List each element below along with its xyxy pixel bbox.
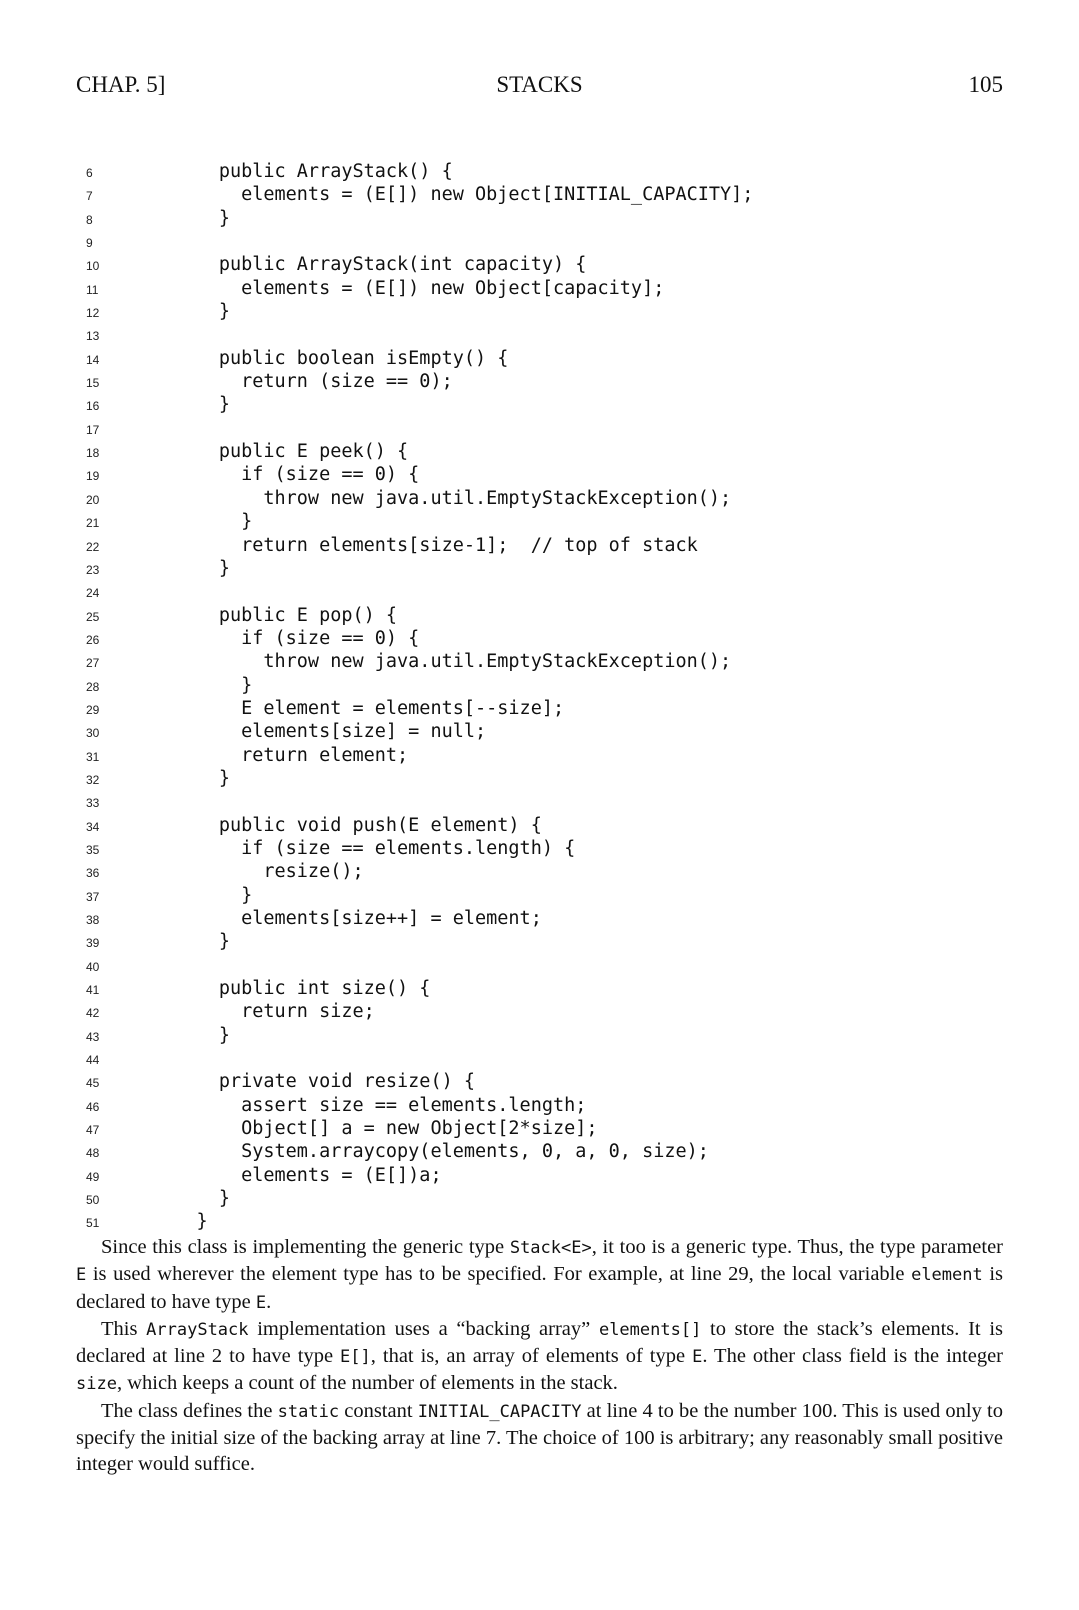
code-line <box>0 580 1079 603</box>
code-line <box>0 1000 1079 1023</box>
line-number: 49 <box>86 1169 100 1184</box>
text-run: , which keeps a count of the number of elements in the stack. <box>116 1372 618 1395</box>
line-number: 27 <box>86 656 100 671</box>
line-number: 38 <box>86 913 100 927</box>
line-number: 31 <box>86 749 100 764</box>
code-text: public E peek() { <box>152 441 409 463</box>
code-text: elements[size++] = element; <box>152 908 542 929</box>
body-text <box>76 1234 1003 1478</box>
code-line <box>0 393 1079 416</box>
code-line <box>0 1024 1079 1047</box>
line-number: 10 <box>86 259 100 274</box>
code-text: public void push(E element) { <box>152 814 542 836</box>
code-line <box>0 300 1079 323</box>
inline-code: E <box>255 1292 267 1313</box>
code-text: } <box>152 1024 230 1046</box>
code-text: public ArrayStack() { <box>152 161 453 182</box>
line-number: 35 <box>86 842 100 857</box>
code-text: throw new java.util.EmptyStackException(); <box>152 651 732 673</box>
code-line <box>0 440 1079 463</box>
code-text: public E pop() { <box>152 604 398 626</box>
line-number: 41 <box>86 983 100 998</box>
code-text: } <box>152 301 230 323</box>
text-run: Since this class is implementing the generic type <box>101 1236 510 1258</box>
line-number: 26 <box>86 632 100 647</box>
code-text: private void resize() { <box>152 1071 476 1093</box>
page-title: STACKS <box>496 72 583 97</box>
code-text: } <box>152 1188 230 1210</box>
code-line <box>0 323 1079 346</box>
code-text: public ArrayStack(int capacity) { <box>152 254 587 276</box>
line-number: 44 <box>86 1053 100 1068</box>
line-number: 12 <box>86 306 100 321</box>
code-text: public int size() { <box>152 978 431 1000</box>
code-text: } <box>152 674 253 696</box>
text-run: at line 4 to be the number 100. This is used only to specify the initial size of the backing array at line 7. The choice of 100 is arbitrary; any reasonably small positive integer would suffice. <box>76 1399 1003 1476</box>
code-text: } <box>152 1211 208 1233</box>
code-text: } <box>152 207 230 229</box>
line-number: 9 <box>86 236 93 251</box>
code-text: if (size == elements.length) { <box>152 837 576 859</box>
line-number: 28 <box>86 679 100 694</box>
text-run: , that is, an array of elements of type <box>370 1345 693 1368</box>
line-number: 51 <box>86 1216 100 1231</box>
code-line <box>0 463 1079 486</box>
text-run: implementation uses a “backing array” <box>248 1317 599 1340</box>
line-number: 50 <box>86 1193 100 1208</box>
text-run: The class defines the <box>101 1399 278 1422</box>
text-run: constant <box>339 1399 418 1422</box>
code-line <box>0 534 1079 557</box>
code-text: public boolean isEmpty() { <box>152 347 509 369</box>
line-number: 24 <box>86 586 100 601</box>
line-number: 36 <box>86 866 100 881</box>
code-line <box>0 977 1079 1000</box>
code-text: return size; <box>152 1001 375 1023</box>
text-run: This <box>101 1317 147 1340</box>
line-number: 6 <box>86 166 93 180</box>
line-number: 14 <box>86 352 100 367</box>
inline-code: element <box>911 1265 983 1286</box>
code-line <box>0 277 1079 300</box>
chapter-label: CHAP. 5] <box>76 72 166 97</box>
code-text: elements[size] = null; <box>152 721 487 743</box>
code-text: return elements[size-1]; // top of stack <box>152 534 698 556</box>
code-text: throw new java.util.EmptyStackException(); <box>152 487 732 509</box>
code-line <box>0 370 1079 393</box>
code-line <box>0 1164 1079 1187</box>
code-text: } <box>152 931 230 953</box>
inline-code: ArrayStack <box>146 1319 249 1340</box>
code-text: } <box>152 511 253 533</box>
code-line <box>0 674 1079 697</box>
inline-code: static <box>277 1401 340 1422</box>
code-line <box>0 347 1079 370</box>
line-number: 45 <box>86 1076 100 1091</box>
paragraph <box>76 1234 1003 1316</box>
code-text: if (size == 0) { <box>152 627 420 649</box>
line-number: 40 <box>86 959 100 974</box>
line-number: 39 <box>86 936 100 951</box>
text-run: is declared to have type <box>76 1263 1004 1313</box>
code-line <box>0 790 1079 813</box>
text-run: , it too is a generic type. Thus, the type parameter <box>591 1236 1003 1258</box>
code-text: return element; <box>152 744 409 766</box>
code-text: System.arraycopy(elements, 0, a, 0, size); <box>152 1141 709 1163</box>
code-text: } <box>152 767 230 789</box>
line-number: 33 <box>86 796 100 811</box>
inline-code: size <box>76 1374 117 1395</box>
line-number: 15 <box>86 376 100 391</box>
code-text: assert size == elements.length; <box>152 1094 587 1116</box>
code-line <box>0 487 1079 510</box>
line-number: 25 <box>86 609 100 624</box>
page-number: 105 <box>968 72 1003 97</box>
text-run: is used wherever the element type has to be specified. For example, at line 29, the local variable <box>86 1263 912 1286</box>
code-text: } <box>152 884 253 906</box>
code-text: elements = (E[]) new Object[capacity]; <box>152 277 665 299</box>
code-line <box>0 604 1079 627</box>
code-line <box>0 253 1079 276</box>
line-number: 29 <box>86 702 100 717</box>
code-line <box>0 183 1079 206</box>
inline-code: E <box>76 1265 87 1286</box>
line-number: 32 <box>86 772 100 787</box>
line-number: 48 <box>86 1146 100 1161</box>
line-number: 16 <box>86 399 100 414</box>
code-text: elements = (E[]) new Object[INITIAL_CAPACITY]; <box>152 184 754 206</box>
code-line <box>0 1140 1079 1163</box>
code-line <box>0 697 1079 720</box>
line-number: 22 <box>86 539 100 554</box>
code-line <box>0 1094 1079 1117</box>
code-listing <box>0 160 1079 1234</box>
inline-code: elements[] <box>598 1319 702 1340</box>
code-text: if (size == 0) { <box>152 464 420 486</box>
code-line <box>0 860 1079 883</box>
text-run: . <box>266 1290 272 1313</box>
line-number: 17 <box>86 422 100 437</box>
line-number: 43 <box>86 1029 100 1044</box>
code-line <box>0 720 1079 743</box>
line-number: 13 <box>86 329 100 344</box>
line-number: 34 <box>86 819 100 834</box>
line-number: 18 <box>86 446 100 461</box>
code-text: elements = (E[])a; <box>152 1164 442 1186</box>
code-line <box>0 1210 1079 1233</box>
line-number: 47 <box>86 1123 100 1138</box>
text-run: . The other class field is the integer <box>702 1345 1004 1368</box>
code-text: resize(); <box>152 861 364 883</box>
code-line <box>0 160 1079 183</box>
code-line <box>0 207 1079 230</box>
line-number: 42 <box>86 1006 100 1021</box>
code-line <box>0 954 1079 977</box>
code-text: return (size == 0); <box>152 371 453 393</box>
line-number: 37 <box>86 889 100 904</box>
code-line <box>0 1187 1079 1210</box>
code-text: Object[] a = new Object[2*size]; <box>152 1118 598 1140</box>
code-line <box>0 627 1079 650</box>
line-number: 8 <box>86 212 93 227</box>
code-line <box>0 907 1079 930</box>
line-number: 46 <box>86 1099 100 1114</box>
code-line <box>0 230 1079 253</box>
code-line <box>0 1117 1079 1140</box>
code-text: } <box>152 557 230 579</box>
code-line <box>0 884 1079 907</box>
inline-code: E[] <box>340 1347 371 1368</box>
paragraph <box>76 1398 1003 1478</box>
code-line <box>0 557 1079 580</box>
inline-code: E <box>692 1347 703 1368</box>
code-text: E element = elements[--size]; <box>152 697 565 719</box>
line-number: 19 <box>86 469 100 484</box>
code-line <box>0 510 1079 533</box>
line-number: 30 <box>86 726 100 741</box>
inline-code: Stack<E> <box>509 1238 592 1258</box>
code-line <box>0 1070 1079 1093</box>
code-line <box>0 650 1079 673</box>
text-run: to store the stack’s elements. It is declared at line 2 to have type <box>76 1317 1003 1368</box>
code-line <box>0 814 1079 837</box>
inline-code: INITIAL_CAPACITY <box>417 1401 582 1422</box>
paragraph <box>76 1316 1003 1398</box>
line-number: 7 <box>86 189 93 204</box>
line-number: 20 <box>86 492 100 507</box>
line-number: 23 <box>86 562 100 577</box>
code-line <box>0 930 1079 953</box>
code-line <box>0 417 1079 440</box>
line-number: 11 <box>86 282 99 297</box>
code-line <box>0 744 1079 767</box>
line-number: 21 <box>86 516 100 531</box>
code-line <box>0 1047 1079 1070</box>
running-header <box>76 72 1003 104</box>
code-line <box>0 837 1079 860</box>
code-line <box>0 767 1079 790</box>
code-text: } <box>152 394 230 416</box>
